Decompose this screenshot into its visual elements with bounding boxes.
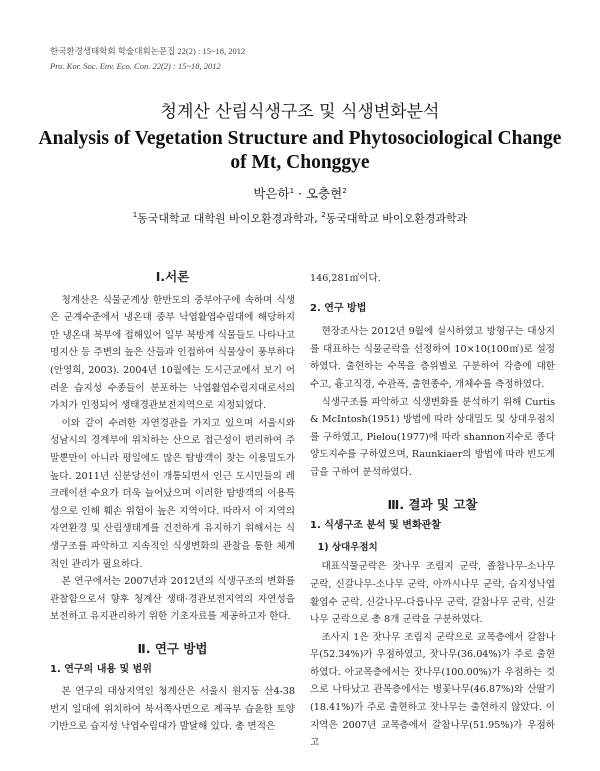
title-english-line1: Analysis of Vegetation Structure and Phytosociological Change [38,128,562,149]
affiliation-2-sup: 2 [321,211,326,219]
title-english-line2: of Mt, Chonggye [230,152,370,173]
results-paragraph-1: 대표식물군락은 잣나무 조림지 군락, 졸참나무-소나무 군락, 신갈나무-소나무 군락, 아까시나무 군락, 습지성낙엽활엽수 군락, 신갈나무-다릅나무 군락, 갈참나무 군락, 신갈나무 군락으로 총 8개 군락을 구분하였다. [310,561,555,626]
subsection-method-heading: 2. 연구 방법 [310,302,367,314]
methods-paragraph-1: 본 연구의 대상지역인 청계산은 서울시 원지동 산4-38번지 일대에 위치하여 북서쪽사면으로 계곡부 습윤한 토양기반으로 습지성 낙엽수림대가 발달해 있다. 총 면적은 [50,686,295,733]
intro-paragraph-1: 청계산은 식물군계상 한반도의 중부아구에 속하며 식생은 군계수준에서 냉온대 중부 낙엽활엽수림대에 해당하지만 냉온대 북부에 접해있어 일부 북방계 식물들도 나타나고 명지산 등 주변의 높은 산들과 인접하여 식물상이 풍부하다(안영희, 2003). 2004년 10월에는 도시근교에서 보기 어려운 습지성 수종들이 분포하는 낙엽활엽수림지대로서의 가치가 인정되어 생태경관보전지역으로 지정되었다. [50,294,295,412]
affiliation-1: 동국대학교 대학원 바이오환경과학과, [137,212,322,225]
subsection-scope-heading: 1. 연구의 내용 및 범위 [50,664,152,676]
authors [0,184,600,202]
intro-paragraph-3: 본 연구에서는 2007년과 2012년의 식생구조의 변화를 관찰함으로서 향후 청계산 생태·경관보전지역의 자연성을 보전하고 유지관리하기 위한 기초자료를 제공하고자 한다. [50,576,295,623]
subsection-structure-heading: 1. 식생구조 분석 및 변화관찰 [310,520,441,532]
right-column [310,270,555,752]
affiliation-1-sup: 1 [132,211,138,219]
journal-header-en: Pro. Kor. Soc. Env. Eco. Con. 22(2) : 15~18, 2012 [50,61,221,71]
subsubsection-importance-heading: 1) 상대우점치 [317,541,378,553]
title-korean: 청계산 산림식생구조 및 식생변화분석 [160,102,440,122]
section-methods-heading: Ⅱ. 연구 방법 [137,640,208,656]
methods-paragraph-1-cont: 146,281㎡이다. [310,273,381,284]
title-english [30,127,570,175]
author-2: 오충현 [305,186,343,201]
author-2-sup: 2 [342,187,347,195]
left-column [50,268,295,736]
journal-header [50,44,245,74]
results-paragraph-2: 조사지 1은 잣나무 조림지 군락으로 교목층에서 갈참나무(52.34%)가 우점하였고, 잣나무(36.04%)가 주로 출현하였다. 아교목층에서는 잣나무(100.00%)가 우점하는 것으로 나타났고 관목층에서는 병꽃나무(46.87%)와 산딸기(18.41%)가 주로 출현하고 잣나무는 출현하지 않았다. 이 지역은 2007년 교목층에서 갈참나무(51.95%)가 우점하고 [310,631,555,749]
author-1: 박은하 [253,186,290,201]
methods-paragraph-3: 식생구조를 파악하고 식생변화를 분석하기 위해 Curtis & McIntosh(1951) 방법에 따라 상대밀도 및 상대우점치를 구하였고, Pielou(1977)에 따라 shannon지수로 종다양도지수를 구하였으며, Raunkiaer의 방법에 따라 빈도계급을 구하여 분석하였다. [310,396,555,478]
section-introduction-heading: Ⅰ.서론 [155,269,190,284]
section-results-heading: Ⅲ. 결과 및 고찰 [387,496,478,512]
author-separator: · [294,186,306,201]
methods-paragraph-2: 현장조사는 2012년 9월에 실시하였고 방형구는 대상지를 대표하는 식물군락을 선정하여 10×10(100㎡)로 설정하였다. 출현하는 수목을 층위별로 구분하여 각층에 대한 수고, 흉고직경, 수관폭, 출현종수, 개체수를 측정하였다. [310,326,555,390]
affiliation-2: 동국대학교 바이오환경과학과 [325,212,468,225]
affiliations [0,210,600,226]
intro-paragraph-2: 이와 같이 수려한 자연경관을 가지고 있으며 서울시와 성남시의 경계부에 위치하는 산으로 접근성이 편리하여 주말뿐만이 아니라 평일에도 많은 탐방객이 찾는 이용밀도가 높다. 2011년 신분당선이 개통되면서 인근 도시민들의 레크레이션 수요가 더욱 늘어났으며 이러한 탐방객의 이용특성으로 인해 훼손 위험이 높은 지역이다. 따라서 이 지역의 자연환경 및 산림생태계를 건전하게 유지하기 위해서는 식생구조를 파악하고 지속적인 식생변화의 관찰을 통한 체계적인 관리가 필요하다. [50,417,295,570]
author-1-sup: 1 [289,187,295,195]
journal-header-ko: 한국환경생태학회 학술대회논문집 22(2) : 15~18, 2012 [50,46,246,56]
